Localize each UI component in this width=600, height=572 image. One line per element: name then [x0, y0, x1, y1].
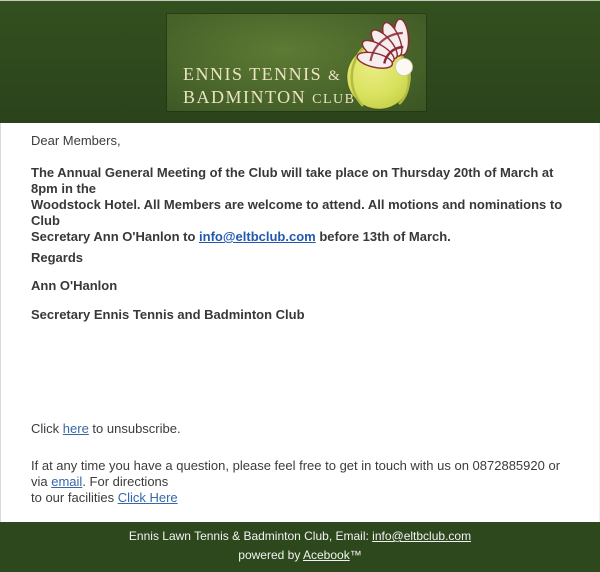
logo-line1: ENNIS TENNIS & — [183, 64, 342, 84]
logo-line2: BADMINTON CLUB — [183, 87, 356, 107]
unsubscribe-before: Click — [31, 421, 63, 436]
signature-title: Secretary Ennis Tennis and Badminton Club — [31, 307, 305, 322]
club-logo-graphic — [167, 14, 426, 111]
contact-line1: If at any time you have a question, please feel free to get in touch with us on 0872885920 or via — [31, 458, 561, 489]
club-logo — [167, 14, 426, 111]
unsubscribe-link[interactable]: here — [62, 421, 89, 436]
contact-line2: to our facilities — [31, 490, 118, 505]
header-band — [0, 0, 600, 123]
greeting: Dear Members, — [31, 133, 121, 148]
footer-powered-line — [0, 548, 600, 562]
contact-email-link[interactable]: email — [51, 474, 83, 489]
contact-line1-after: . For directions — [82, 474, 169, 489]
email-body — [0, 123, 600, 522]
unsubscribe-line — [31, 421, 569, 437]
footer-club-text: Ennis Lawn Tennis & Badminton Club, Email: — [128, 529, 373, 543]
regards: Regards — [31, 250, 84, 265]
agm-line2: Woodstock Hotel. All Members are welcome to attend. All motions and nominations to Club — [31, 197, 563, 228]
trademark-symbol: ™ — [349, 548, 362, 562]
directions-link[interactable]: Click Here — [117, 490, 178, 505]
signature-name: Ann O'Hanlon — [31, 278, 118, 293]
agm-line1: The Annual General Meeting of the Club will take place on Thursday 20th of March at 8pm in the — [31, 165, 554, 196]
powered-by-text: powered by — [238, 548, 303, 562]
agm-line3-before: Secretary Ann O'Hanlon to — [31, 229, 200, 244]
email-address-link[interactable]: info@eltbclub.com — [199, 229, 316, 244]
acebook-link[interactable]: Acebook — [303, 548, 350, 562]
agm-line3-after: before 13th of March. — [315, 229, 451, 244]
footer-email-link[interactable]: info@eltbclub.com — [372, 529, 472, 543]
unsubscribe-after: to unsubscribe. — [88, 421, 181, 436]
contact-paragraph — [31, 458, 569, 506]
agm-paragraph — [31, 165, 569, 245]
footer-band — [0, 522, 600, 572]
footer-club-line — [0, 529, 600, 543]
